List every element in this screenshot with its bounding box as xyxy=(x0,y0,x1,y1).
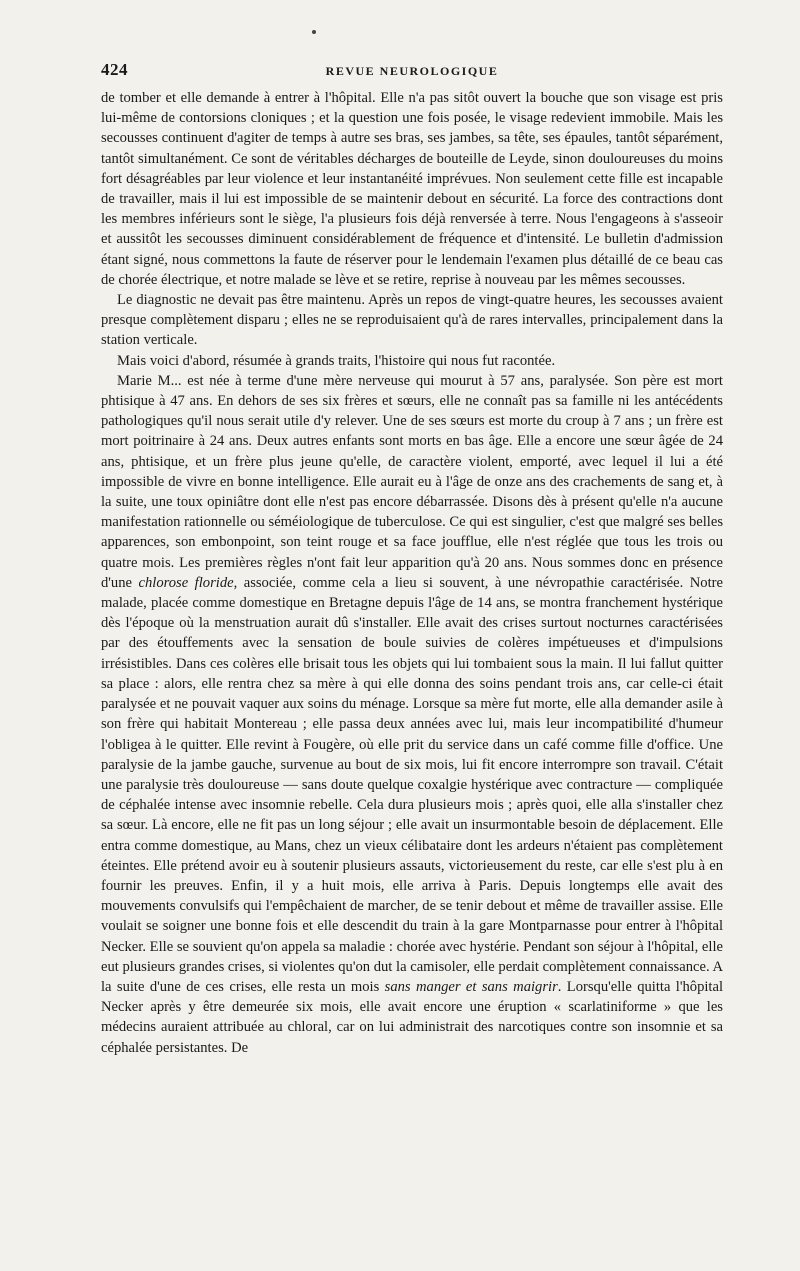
paragraph-1 xyxy=(101,88,723,290)
body-text xyxy=(101,88,723,1058)
paragraph-text: Marie M... est née à terme d'une mère nerveuse qui mourut à 57 ans, paralysée. Son père est mort phtisique à 47 ans. En dehors de ses six frères et sœurs, elle ne connaît pas sa famille ni les antécédents pathologiques qu'il nous serait utile d'y relever. Une de ses sœurs est morte du croup à 7 ans ; un frère est mort poitrinaire à 24 ans. Deux autres enfants sont morts en bas âge. Elle a encore une sœur âgée de 24 ans, phtisique, et un frère plus jeune qu'elle, de caractère violent, emporté, avec lequel il lui a été impossible de vivre en bonne intelligence. Elle aurait eu à l'âge de onze ans des crachements de sang et, à la suite, une toux opiniâtre dont elle n'est pas encore débarrassée. Disons dès à présent qu'elle n'a aucune manifestation rationnelle ou séméiologique de tuberculose. Ce qui est singulier, c'est que malgré ses belles apparences, son embonpoint, son teint rouge et sa face joufflue, elle n'est réglée que tous les trois ou quatre mois. Les premières règles n'ont fait leur apparition qu'à 20 ans. Nous sommes donc en présence d'une xyxy=(101,372,723,591)
running-head: REVUE NEUROLOGIQUE xyxy=(325,64,499,78)
page-header xyxy=(101,60,723,88)
paragraph-text: de tomber et elle demande à entrer à l'hôpital. Elle n'a pas sitôt ouvert la bouche que son visage est pris lui-même de contorsions cloniques ; et la question une fois posée, le visage redevient immobile. Mais les secousses continuent d'agiter de temps à autre ses bras, ses jambes, sa tête, ses épaules, tantôt séparément, tantôt simultanément. Ce sont de véritables décharges de bouteille de Leyde, sinon douloureuses du moins fort désagréables par leur violence et leur instantanéité imprévues. Non seulement cette fille est incapable de travailler, mais il lui est impossible de se maintenir debout en sécurité. La force des contractions dont les membres inférieurs sont le siège, l'a plusieurs fois déjà renversée à terre. Nous l'engageons à s'asseoir et aussitôt les secousses diminuent considérablement de fréquence et d'intensité. Le bulletin d'admission étant signé, nous commettons la faute de réserver pour le lendemain l'examen plus détaillé de ce beau cas de chorée électrique, et notre malade se lève et se retire, reprise à nouveau par les mêmes secousses. xyxy=(101,90,723,288)
italic-term-sans-manger: sans manger et sans maigrir xyxy=(384,978,558,995)
paragraph-3 xyxy=(101,351,723,371)
paragraph-2 xyxy=(101,290,723,351)
print-speck xyxy=(312,30,316,34)
paragraph-text: Le diagnostic ne devait pas être maintenu. Après un repos de vingt-quatre heures, les secousses avaient presque complètement disparu ; elles ne se reproduisaient qu'à de rares intervalles, principalement dans la station verticale. xyxy=(101,292,723,349)
page-number: 424 xyxy=(101,60,128,79)
paragraph-4 xyxy=(101,371,723,1058)
page xyxy=(101,60,723,1058)
paragraph-text: . Lorsqu'elle quitta l'hôpital Necker après y être demeurée six mois, elle avait encore une éruption « scarlatiniforme » que les médecins auraient attribuée au chloral, car on lui administrait des narcotiques contre son insomnie et sa céphalée persistantes. De xyxy=(101,978,724,1056)
italic-term-chlorose: chlorose floride xyxy=(138,574,234,591)
paragraph-text: , associée, comme cela a lieu si souvent, à une névropathie caractérisée. Notre malade, placée comme domestique en Bretagne depuis l'âge de 14 ans, se montra franchement hystérique dès l'époque où la menstruation aurait dû s'installer. Elle avait des crises surtout nocturnes caractérisées par des étouffements avec la sensation de boule suivies de colères impétueuses et d'impulsions irrésistibles. Dans ces colères elle brisait tous les objets qui lui tombaient sous la main. Il lui fallut quitter sa place : alors, elle rentra chez sa mère à qui elle donna des soins pendant trois ans, car celle-ci était paralysée et ne pouvait vaquer aux soins du ménage. Lorsque sa mère fut morte, elle alla demander asile à son frère qui habitait Montereau ; elle passa deux années avec lui, mais leur incompatibilité d'humeur l'obligea à le quitter. Elle revint à Fougère, où elle prit du service dans un café comme fille d'office. Une paralysie de la jambe gauche, survenue au bout de six mois, lui fit encore interrompre son travail. C'était une paralysie très douloureuse — sans doute quelque coxalgie hystérique avec contracture — compliquée de céphalée intense avec insomnie rebelle. Cela dura plusieurs mois ; après quoi, elle alla s'installer chez sa sœur. Là encore, elle ne fit pas un long séjour ; elle avait un insurmontable besoin de déplacement. Elle entra comme domestique, au Mans, chez un vieux célibataire dont les ardeurs n'étaient pas complètement éteintes. Elle prétend avoir eu à soutenir plusieurs assauts, victorieusement du reste, car elle s'est plu à en fournir les preuves. Enfin, il y a huit mois, elle arriva à Paris. Depuis longtemps elle avait des mouvements convulsifs qui l'empêchaient de marcher, de se tenir debout et même de travailler assise. Elle voulait se soigner une bonne fois et elle descendit du train à la gare Montparnasse pour entrer à l'hôpital Necker. Elle se souvient qu'on appela sa maladie : chorée avec hystérie. Pendant son séjour à l'hôpital, elle eut plusieurs grandes crises, si violentes qu'on dut la camisoler, elle perdait complètement connaissance. A la suite d'une de ces crises, elle resta un mois xyxy=(101,574,723,995)
paragraph-text: Mais voici d'abord, résumée à grands traits, l'histoire qui nous fut racontée. xyxy=(117,352,556,369)
